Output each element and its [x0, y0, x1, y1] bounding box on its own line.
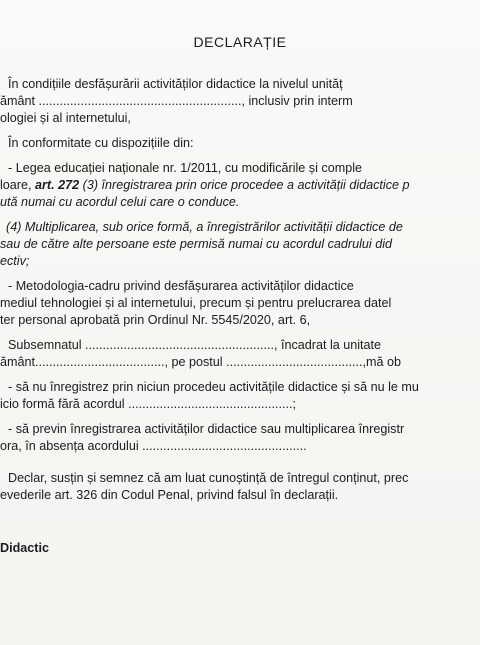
text-run: loare,	[0, 178, 36, 192]
text-line	[0, 540, 49, 556]
text-line	[8, 160, 362, 176]
text-run: - să nu înregistrez prin niciun procedeu activitățile didactice și să nu le mu	[8, 380, 419, 394]
page-title: DECLARAȚIE	[193, 34, 287, 50]
text-line	[0, 236, 392, 252]
text-run: sau de către alte persoane este permisă numai cu acordul cadrului did	[0, 237, 393, 251]
text-run: ută numai cu acordul celui care o conduce.	[0, 195, 240, 209]
text-run: (3) înregistrarea prin orice procedee a activității didactice p	[79, 178, 410, 192]
text-run: ământ....................................., pe postul .......................................,mă ob	[0, 355, 402, 369]
text-line	[0, 438, 307, 454]
text-run: - Metodologia-cadru privind desfășurarea activităților didactice	[8, 279, 354, 293]
text-run: ectiv;	[0, 254, 30, 268]
text-line	[0, 396, 296, 412]
text-line	[0, 110, 131, 126]
text-line	[0, 177, 410, 193]
text-line	[0, 194, 239, 210]
text-run: mediul tehnologiei și al internetului, precum și pentru prelucrarea datel	[0, 296, 392, 310]
text-line	[8, 278, 354, 294]
text-run: art. 272	[35, 178, 80, 192]
text-run: - Legea educației naționale nr. 1/2011, cu modificările și comple	[8, 161, 363, 175]
text-run: icio formă fără acordul ...............................................;	[0, 397, 297, 411]
text-run: În conformitate cu dispozițiile din:	[8, 136, 194, 150]
text-line	[8, 470, 408, 486]
text-run: În condițiile desfășurării activităților didactice la nivelul unităț	[8, 77, 343, 91]
text-line	[0, 487, 338, 503]
text-line	[0, 312, 310, 328]
text-run: ter personal aprobată prin Ordinul Nr. 5545/2020, art. 6,	[0, 313, 311, 327]
text-line	[8, 76, 343, 92]
text-run: evederile art. 326 din Codul Penal, privind falsul în declarații.	[0, 488, 339, 502]
text-run: ământ .........................................................., inclusiv prin interm	[0, 94, 353, 108]
text-run: Declar, susțin și semnez că am luat cunoștință de întregul conținut, prec	[8, 471, 409, 485]
text-line	[0, 253, 29, 269]
text-run: (4) Multiplicarea, sub orice formă, a înregistrărilor activității didactice de	[6, 220, 403, 234]
text-run: Didactic	[0, 541, 49, 555]
text-line	[0, 295, 391, 311]
text-line	[0, 93, 353, 109]
text-run: Subsemnatul ......................................................, încadrat la unitate	[8, 338, 382, 352]
text-line	[8, 421, 404, 437]
text-run: ora, în absența acordului ...............................................	[0, 439, 307, 453]
text-run: - să previn înregistrarea activităților didactice sau multiplicarea înregistr	[8, 422, 405, 436]
text-line	[8, 135, 194, 151]
text-run: ologiei și al internetului,	[0, 111, 131, 125]
text-line	[8, 379, 419, 395]
text-line	[0, 354, 401, 370]
text-line	[8, 337, 381, 353]
text-line	[6, 219, 403, 235]
